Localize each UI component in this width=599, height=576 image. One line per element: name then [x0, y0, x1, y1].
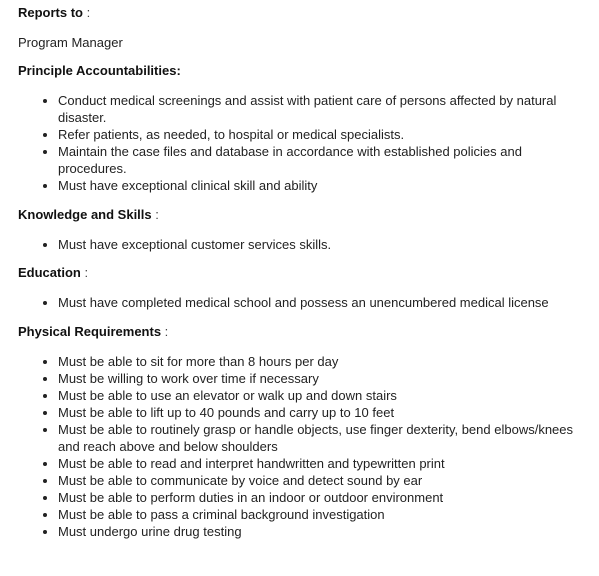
knowledge-heading — [18, 207, 581, 223]
list-item: • Must be able to use an elevator or walk up and down stairs — [58, 387, 581, 404]
reports-to-separator: : — [83, 5, 91, 20]
physical-label: Physical Requirements — [18, 324, 162, 339]
physical-list — [18, 353, 581, 540]
list-item: • Must be able to read and interpret handwritten and typewritten print — [58, 455, 581, 472]
accountabilities-heading — [18, 63, 581, 79]
reports-to-value: Program Manager — [18, 35, 123, 50]
education-separator: : — [80, 265, 89, 280]
accountabilities-list — [18, 92, 581, 194]
list-item: • Must have completed medical school and possess an unencumbered medical license — [58, 294, 581, 311]
list-item: • Must have exceptional customer services skills. — [58, 236, 581, 253]
list-item: • Must be able to pass a criminal background investigation — [58, 506, 581, 523]
list-item: • Conduct medical screenings and assist with patient care of persons affected by natural disaster. — [58, 92, 581, 126]
physical-separator: : — [161, 324, 169, 339]
list-item: • Must be able to perform duties in an indoor or outdoor environment — [58, 489, 581, 506]
education-label: Education — [18, 265, 81, 280]
list-item: • Must be able to sit for more than 8 hours per day — [58, 353, 581, 370]
knowledge-label: Knowledge and Skills — [18, 207, 152, 222]
list-item: • Maintain the case files and database in accordance with established policies and procedures. — [58, 143, 581, 177]
reports-to-heading — [18, 5, 581, 21]
list-item: • Must be able to lift up to 40 pounds and carry up to 10 feet — [58, 404, 581, 421]
list-item: • Must be able to communicate by voice and detect sound by ear — [58, 472, 581, 489]
list-item: • Must be willing to work over time if necessary — [58, 370, 581, 387]
knowledge-list — [18, 236, 581, 253]
list-item: • Must undergo urine drug testing — [58, 523, 581, 540]
list-item: • Refer patients, as needed, to hospital or medical specialists. — [58, 126, 581, 143]
reports-to-label: Reports to — [18, 5, 83, 20]
list-item: • Must have exceptional clinical skill and ability — [58, 177, 581, 194]
education-heading — [18, 265, 581, 281]
physical-heading — [18, 324, 581, 340]
knowledge-separator: : — [151, 207, 159, 222]
education-list — [18, 294, 581, 311]
accountabilities-label: Principle Accountabilities: — [18, 63, 181, 78]
list-item: • Must be able to routinely grasp or handle objects, use finger dexterity, bend elbows/knees and reach above and below shoulders — [58, 421, 581, 455]
